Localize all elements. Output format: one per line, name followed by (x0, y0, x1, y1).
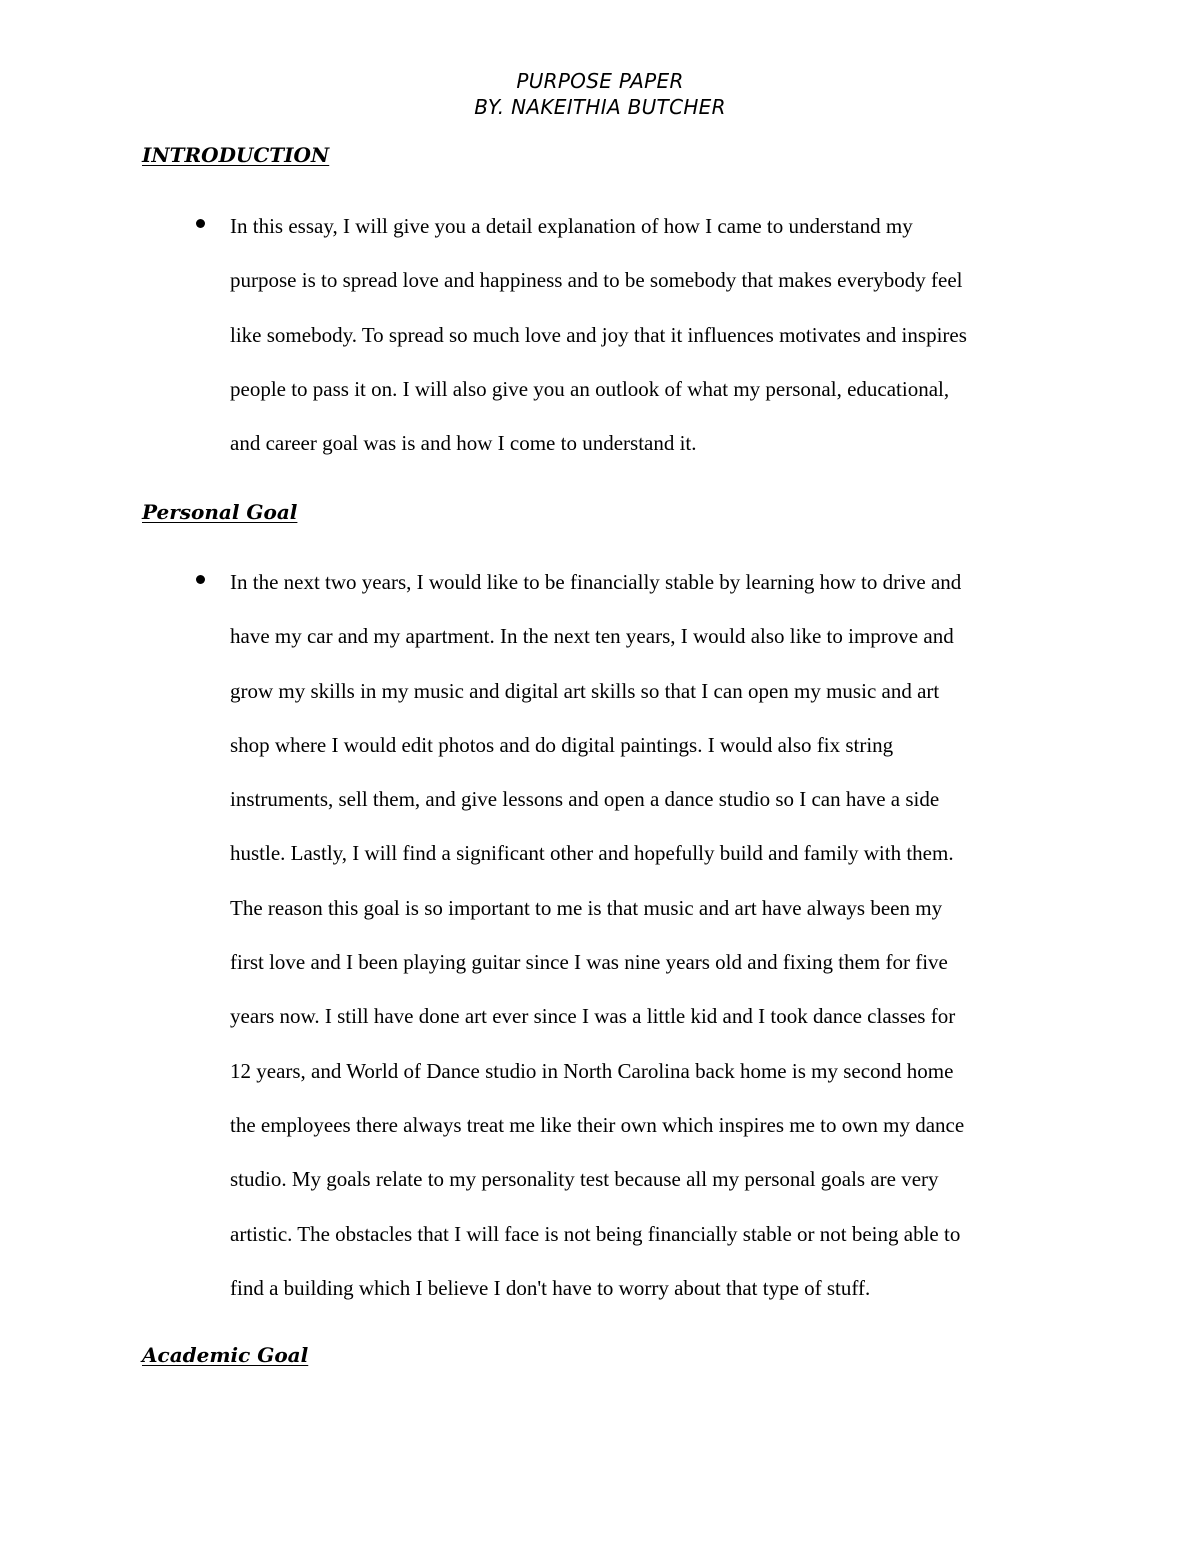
title-block (0, 68, 1200, 120)
personal-goal-bullet-item (142, 555, 1102, 1315)
personal-goal-line: grow my skills in my music and digital art skills so that I can open my music and art (230, 678, 940, 703)
introduction-line: In this essay, I will give you a detail explanation of how I came to understand my (230, 214, 913, 238)
introduction-line: purpose is to spread love and happiness and to be somebody that makes everybody feel (230, 268, 963, 293)
personal-goal-line: shop where I would edit photos and do digital paintings. I would also fix string (230, 732, 894, 757)
personal-goal-heading: Personal Goal (142, 500, 298, 524)
personal-goal-line: The reason this goal is so important to me is that music and art have always been my (230, 895, 943, 920)
personal-goal-line: 12 years, and World of Dance studio in North Carolina back home is my second home (230, 1058, 954, 1083)
bullet-icon (196, 219, 205, 228)
introduction-heading: INTRODUCTION (142, 143, 330, 167)
introduction-bullet-item (142, 199, 1102, 470)
academic-goal-heading: Academic Goal (142, 1343, 309, 1367)
personal-goal-line: In the next two years, I would like to be financially stable by learning how to drive and (230, 570, 962, 594)
introduction-line: like somebody. To spread so much love and joy that it influences motivates and inspires (230, 322, 967, 347)
introduction-section (142, 199, 1102, 470)
personal-goal-section (142, 555, 1102, 1315)
introduction-line: and career goal was is and how I come to understand it. (230, 431, 697, 456)
document-title: PURPOSE PAPER (516, 69, 684, 93)
personal-goal-line: instruments, sell them, and give lessons and open a dance studio so I can have a side (230, 787, 940, 812)
bullet-icon (196, 575, 205, 584)
personal-goal-line: hustle. Lastly, I will find a significant other and hopefully build and family with them. (230, 841, 954, 866)
personal-goal-line: studio. My goals relate to my personality test because all my personal goals are very (230, 1167, 939, 1192)
document-byline: BY. NAKEITHIA BUTCHER (474, 95, 726, 119)
personal-goal-line: the employees there always treat me like their own which inspires me to own my dance (230, 1112, 965, 1137)
introduction-line: people to pass it on. I will also give you an outlook of what my personal, educational, (230, 376, 950, 401)
personal-goal-line: first love and I been playing guitar since I was nine years old and fixing them for five (230, 950, 948, 975)
personal-goal-line: find a building which I believe I don't have to worry about that type of stuff. (230, 1275, 871, 1300)
personal-goal-line: years now. I still have done art ever since I was a little kid and I took dance classes for (230, 1004, 956, 1029)
personal-goal-line: artistic. The obstacles that I will face is not being financially stable or not being able to (230, 1221, 961, 1246)
personal-goal-line: have my car and my apartment. In the next ten years, I would also like to improve and (230, 624, 954, 649)
